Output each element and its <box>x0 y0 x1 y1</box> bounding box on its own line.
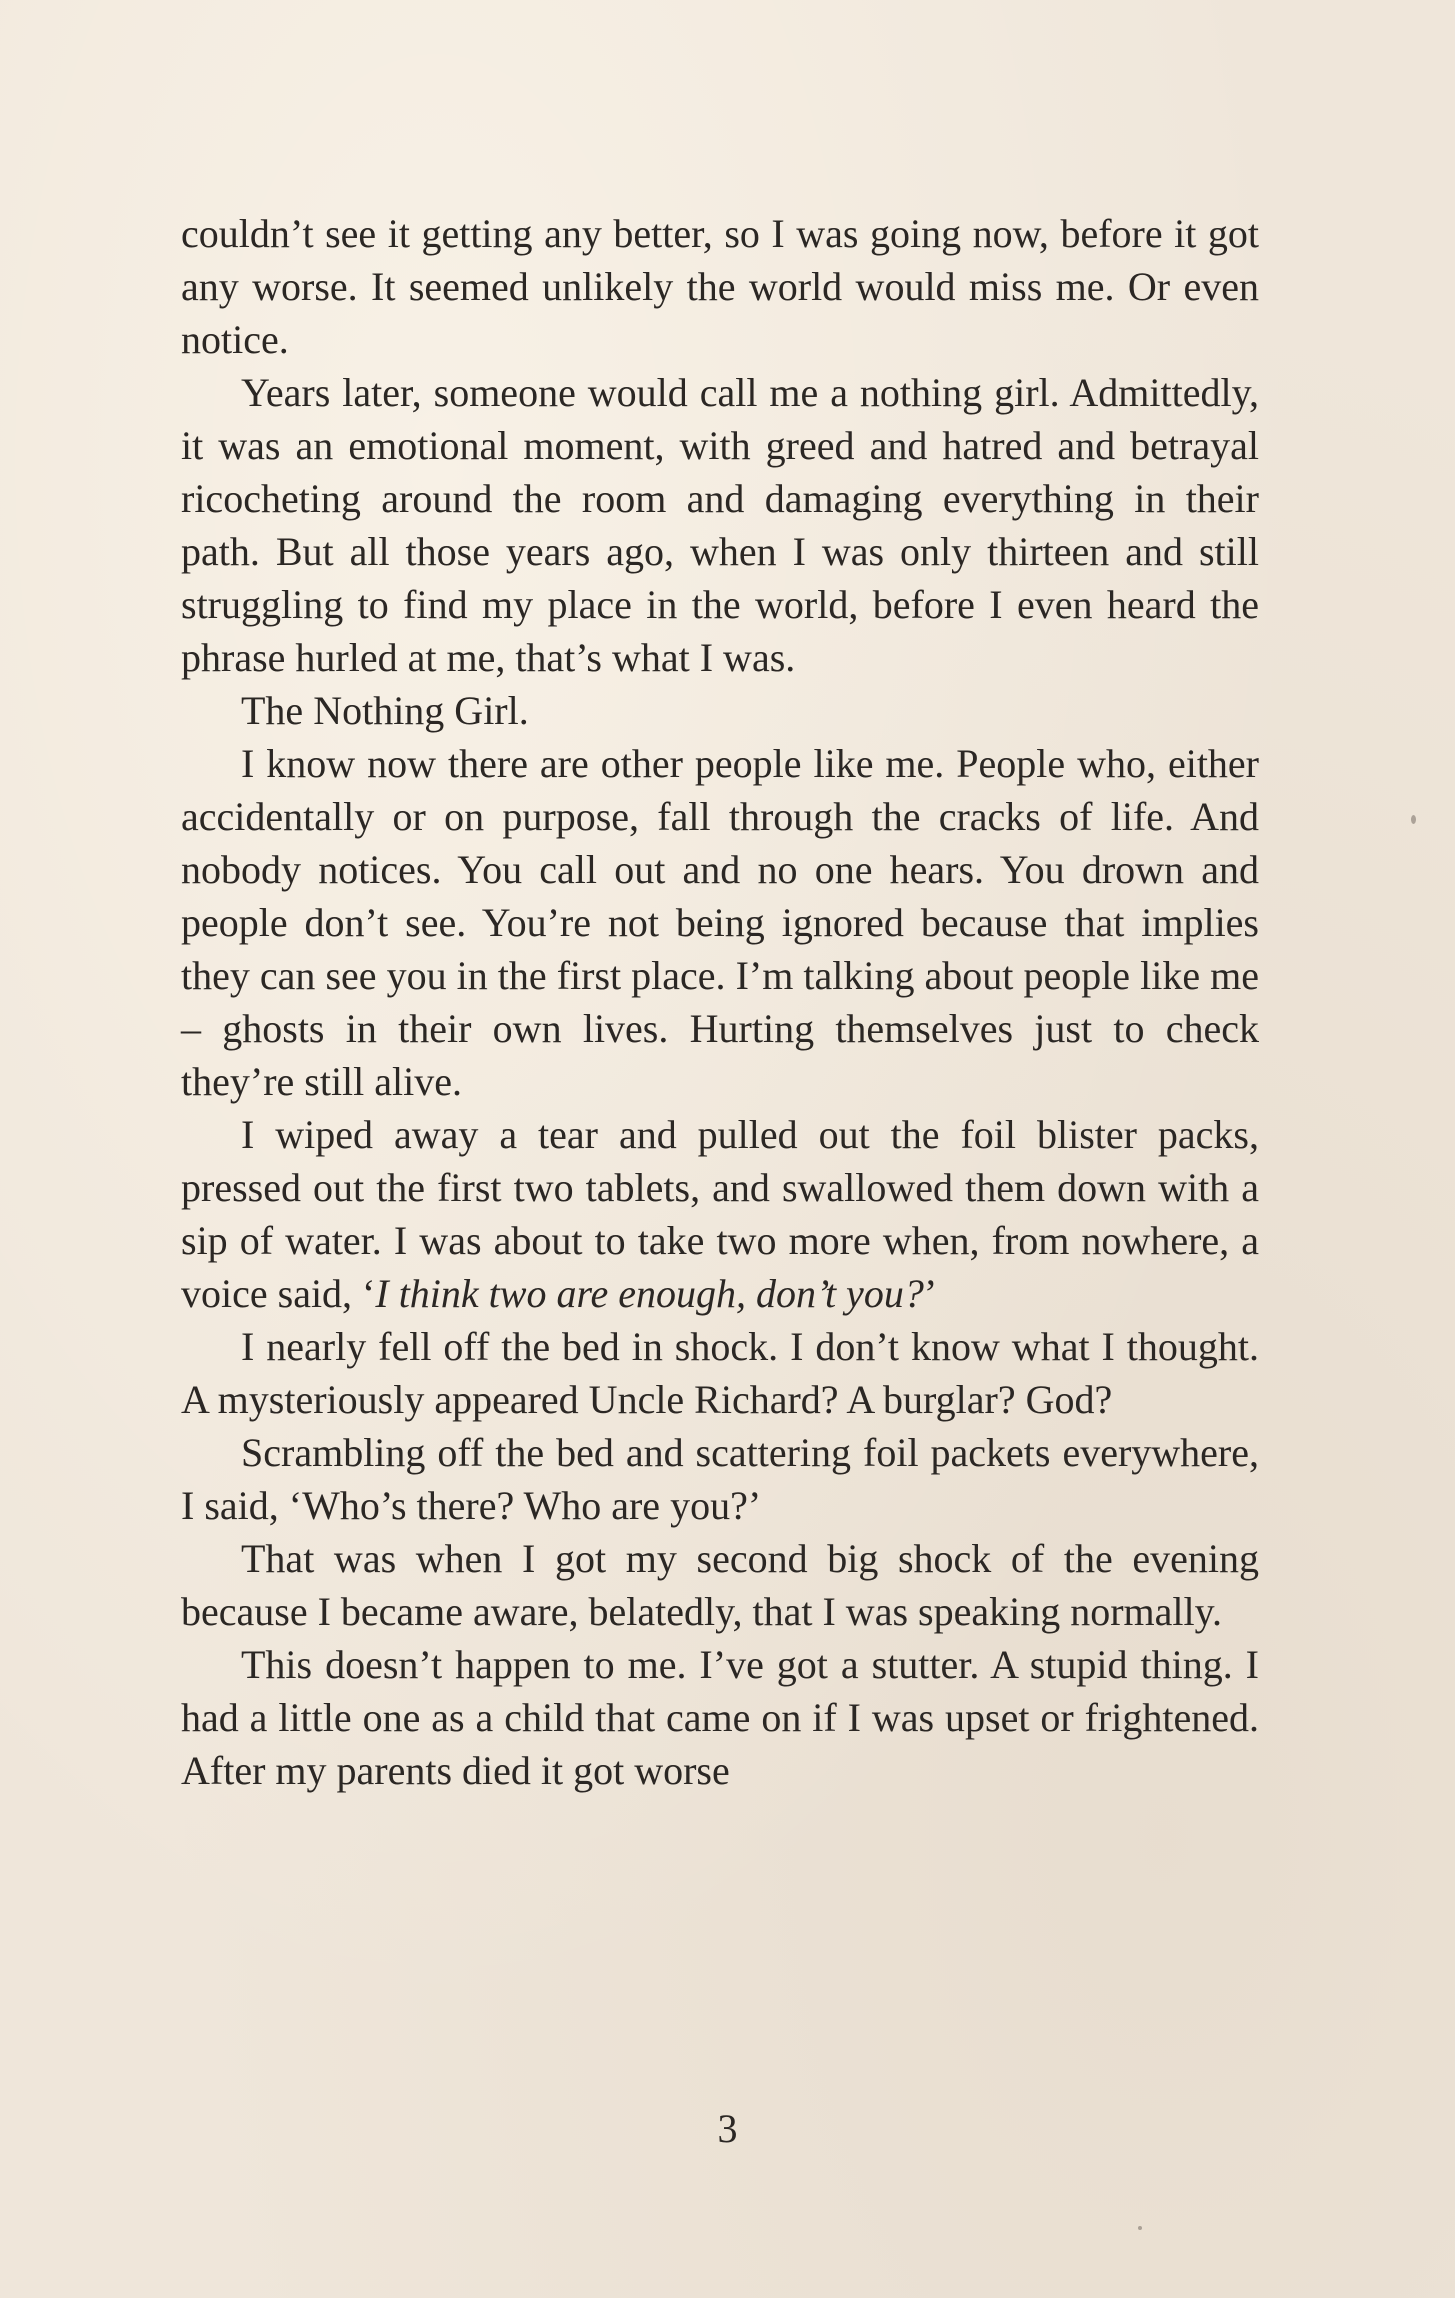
body-text <box>181 207 1259 1797</box>
paper-speck <box>1411 815 1416 824</box>
paragraph <box>181 366 1259 684</box>
paragraph <box>181 684 1259 737</box>
text-run: This doesn’t happen to me. I’ve got a stutter. A stupid thing. I had a little one as a child that came on if I was upset or frightened. After my parents died it got worse <box>181 1642 1259 1793</box>
paragraph <box>181 1638 1259 1797</box>
text-run: ’ <box>923 1271 938 1316</box>
text-run: couldn’t see it getting any better, so I was going now, before it got any worse. It seemed unlikely the world would miss me. Or even notice. <box>181 211 1259 362</box>
italic-text-run: I think two are enough, don’t you? <box>375 1271 924 1316</box>
paragraph <box>181 1426 1259 1532</box>
text-run: I wiped away a tear and pulled out the foil blister packs, pressed out the first two tablets, and swallowed them down with a sip of water. I was about to take two more when, from nowhere, a voice said, ‘ <box>181 1112 1259 1316</box>
text-run: I know now there are other people like me. People who, either accidentally or on purpose, fall through the cracks of life. And nobody notices. You call out and no one hears. You drown and people don’t see. You’re not being ignored because that implies they can see you in the first place. I’m talking about people like me – ghosts in their own lives. Hurting themselves just to check they’re still alive. <box>181 741 1259 1104</box>
page-number: 3 <box>717 2106 738 2151</box>
text-run: That was when I got my second big shock of the evening because I became aware, belatedly, that I was speaking normally. <box>181 1536 1259 1634</box>
paragraph <box>181 1320 1259 1426</box>
paper-speck <box>1138 2226 1142 2230</box>
paragraph <box>181 1108 1259 1320</box>
text-run: Scrambling off the bed and scattering foil packets everywhere, I said, ‘Who’s there? Who are you?’ <box>181 1430 1259 1528</box>
paragraph <box>181 737 1259 1108</box>
paragraph <box>181 207 1259 366</box>
text-run: I nearly fell off the bed in shock. I don’t know what I thought. A mysteriously appeared Uncle Richard? A burglar? God? <box>181 1324 1259 1422</box>
paragraph <box>181 1532 1259 1638</box>
text-run: Years later, someone would call me a nothing girl. Admittedly, it was an emotional moment, with greed and hatred and betrayal ricocheting around the room and damaging everything in their path. But all those years ago, when I was only thirteen and still struggling to find my place in the world, before I even heard the phrase hurled at me, that’s what I was. <box>181 370 1259 680</box>
text-run: The Nothing Girl. <box>241 688 529 733</box>
